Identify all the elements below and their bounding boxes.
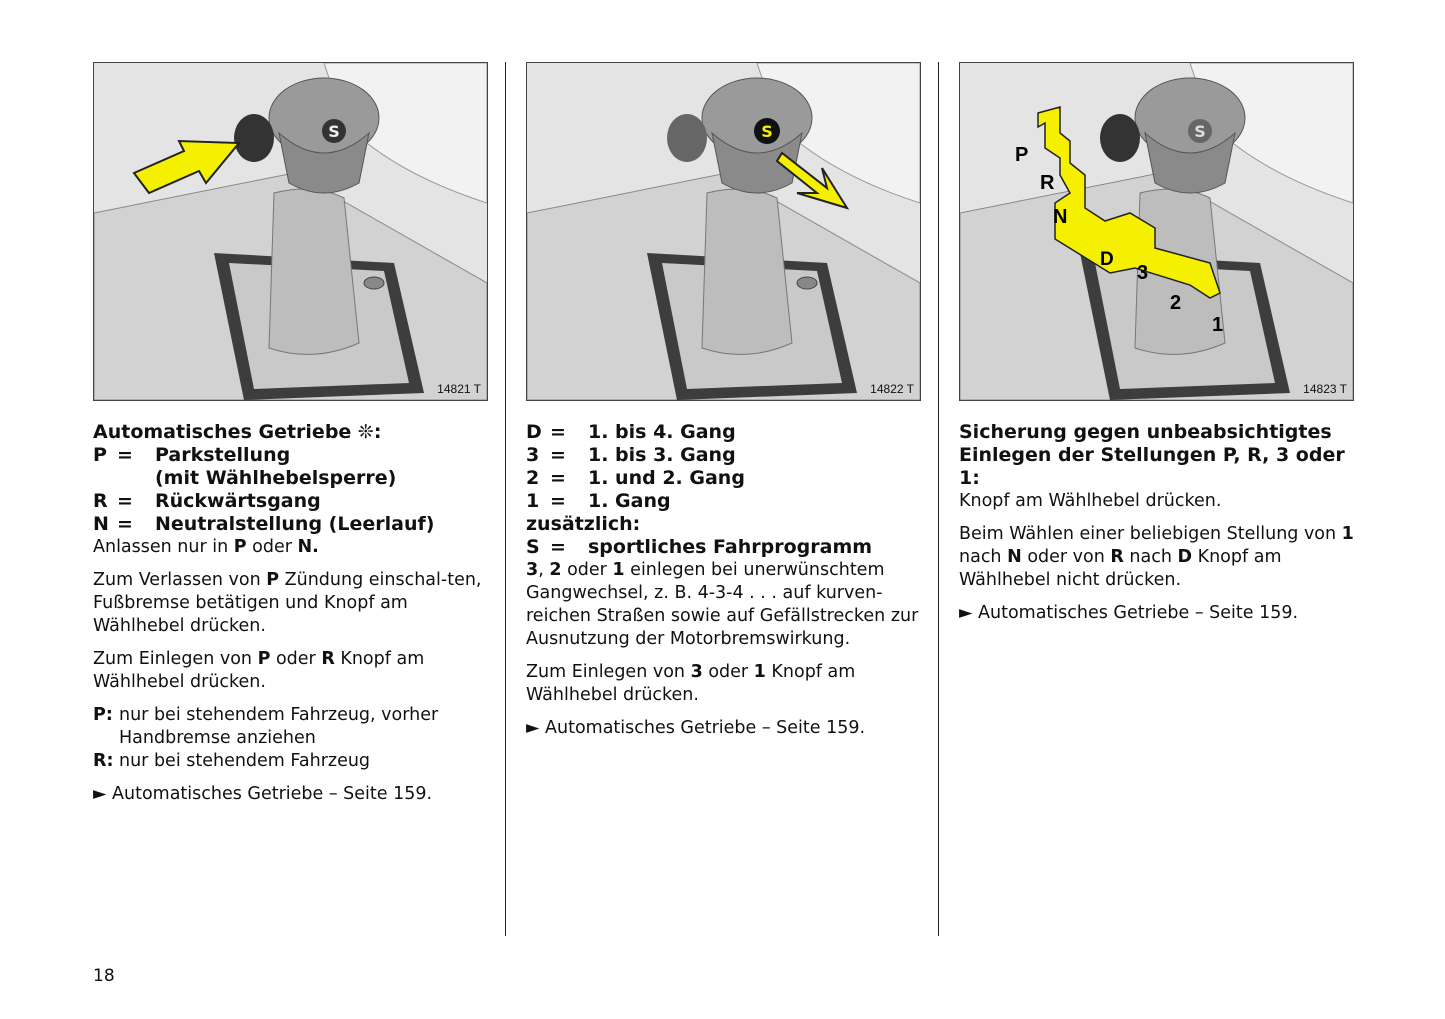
def-key: 1: [526, 490, 540, 512]
def-key: D: [526, 421, 542, 443]
column-3-text: [959, 421, 1354, 625]
shifter-illustration: [94, 63, 487, 400]
def-key: [93, 467, 117, 490]
paragraph: Zum Einlegen von P oder R Knopf am Wählhebel drücken.: [93, 649, 425, 692]
def-eq: =: [550, 536, 566, 558]
paragraph: Knopf am Wählhebel drücken.: [959, 491, 1222, 511]
figure-park-button: [93, 62, 488, 401]
def-value: Neutralstellung (Leerlauf): [155, 513, 435, 535]
extra-heading: zusätzlich:: [526, 513, 641, 535]
note-key: P:: [93, 705, 113, 725]
def-key: S: [526, 536, 540, 558]
definition-list: [526, 421, 921, 513]
gear-label: 2: [1170, 292, 1182, 314]
gear-label: N: [1053, 206, 1068, 228]
def-value: Rückwärtsgang: [155, 490, 321, 512]
def-eq: =: [117, 490, 133, 512]
def-value: 1. Gang: [588, 490, 671, 512]
def-eq: =: [550, 444, 566, 466]
def-value: sportliches Fahrprogramm: [588, 536, 873, 558]
figure-sport-button: [526, 62, 921, 401]
def-key: 3: [526, 444, 540, 466]
def-key: R: [93, 490, 108, 512]
note-key: R:: [93, 751, 114, 771]
def-value: (mit Wählhebelsperre): [155, 467, 397, 489]
shifter-illustration: [527, 63, 920, 400]
paragraph: Zum Einlegen von 3 oder 1 Knopf am Wählhebel drücken.: [526, 662, 856, 705]
gear-label: R: [1040, 172, 1055, 194]
def-value: 1. und 2. Gang: [588, 467, 745, 489]
gear-label: P: [1015, 144, 1029, 166]
def-key: N: [93, 513, 109, 535]
note-text: nur bei stehendem Fahrzeug, vorher Handbremse anziehen: [119, 705, 439, 748]
note-text: nur bei stehendem Fahrzeug: [119, 751, 371, 771]
column-2-text: [526, 421, 921, 740]
def-value: 1. bis 3. Gang: [588, 444, 736, 466]
def-value: 1. bis 4. Gang: [588, 421, 736, 443]
def-eq: =: [550, 467, 566, 489]
def-eq: [117, 467, 155, 490]
knob-letter: S: [761, 122, 773, 141]
paragraph: Zum Verlassen von P Zündung einschal-ten, Fußbremse betätigen und Knopf am Wählhebel drücken.: [93, 570, 482, 636]
section-heading: Sicherung gegen unbeabsichtigtes Einlegen der Stellungen P, R, 3 oder 1:: [959, 421, 1345, 489]
column-divider: [505, 62, 506, 936]
def-eq: =: [117, 444, 133, 466]
note-list: [93, 704, 488, 773]
knob-letter: S: [328, 122, 340, 141]
def-eq: =: [550, 421, 566, 443]
paragraph: 3, 2 oder 1 einlegen bei unerwünschtem Gangwechsel, z. B. 4-3-4 . . . auf kurven-reichen Straßen sowie auf Gefällstrecken zur Ausnutzung der Motorbremswirkung.: [526, 560, 919, 649]
gear-label: 1: [1212, 314, 1224, 336]
figure-label: 14821 T: [437, 382, 481, 396]
gear-label: D: [1100, 249, 1114, 270]
paragraph: Beim Wählen einer beliebigen Stellung von 1 nach N oder von R nach D Knopf am Wählhebel nicht drücken.: [959, 524, 1354, 590]
shifter-illustration: [960, 63, 1353, 400]
section-heading: Automatisches Getriebe ❊:: [93, 421, 382, 443]
def-key: 2: [526, 467, 540, 489]
column-1-text: [93, 421, 488, 806]
cross-reference: ► Automatisches Getriebe – Seite 159.: [93, 784, 433, 804]
def-eq: =: [550, 490, 566, 512]
cross-reference: ► Automatisches Getriebe – Seite 159.: [526, 718, 866, 738]
definition-list-extra: [526, 536, 921, 559]
figure-label: 14823 T: [1303, 382, 1347, 396]
gear-label: 3: [1137, 262, 1149, 284]
def-value: Parkstellung: [155, 444, 291, 466]
knob-letter: S: [1194, 122, 1206, 141]
def-eq: =: [117, 513, 133, 535]
figure-label: 14822 T: [870, 382, 914, 396]
paragraph: Anlassen nur in P oder N.: [93, 537, 319, 557]
column-divider: [938, 62, 939, 936]
cross-reference: ► Automatisches Getriebe – Seite 159.: [959, 603, 1299, 623]
page-number: 18: [93, 966, 115, 986]
def-key: P: [93, 444, 107, 466]
definition-list: [93, 444, 488, 536]
figure-gate-pattern: [959, 62, 1354, 401]
